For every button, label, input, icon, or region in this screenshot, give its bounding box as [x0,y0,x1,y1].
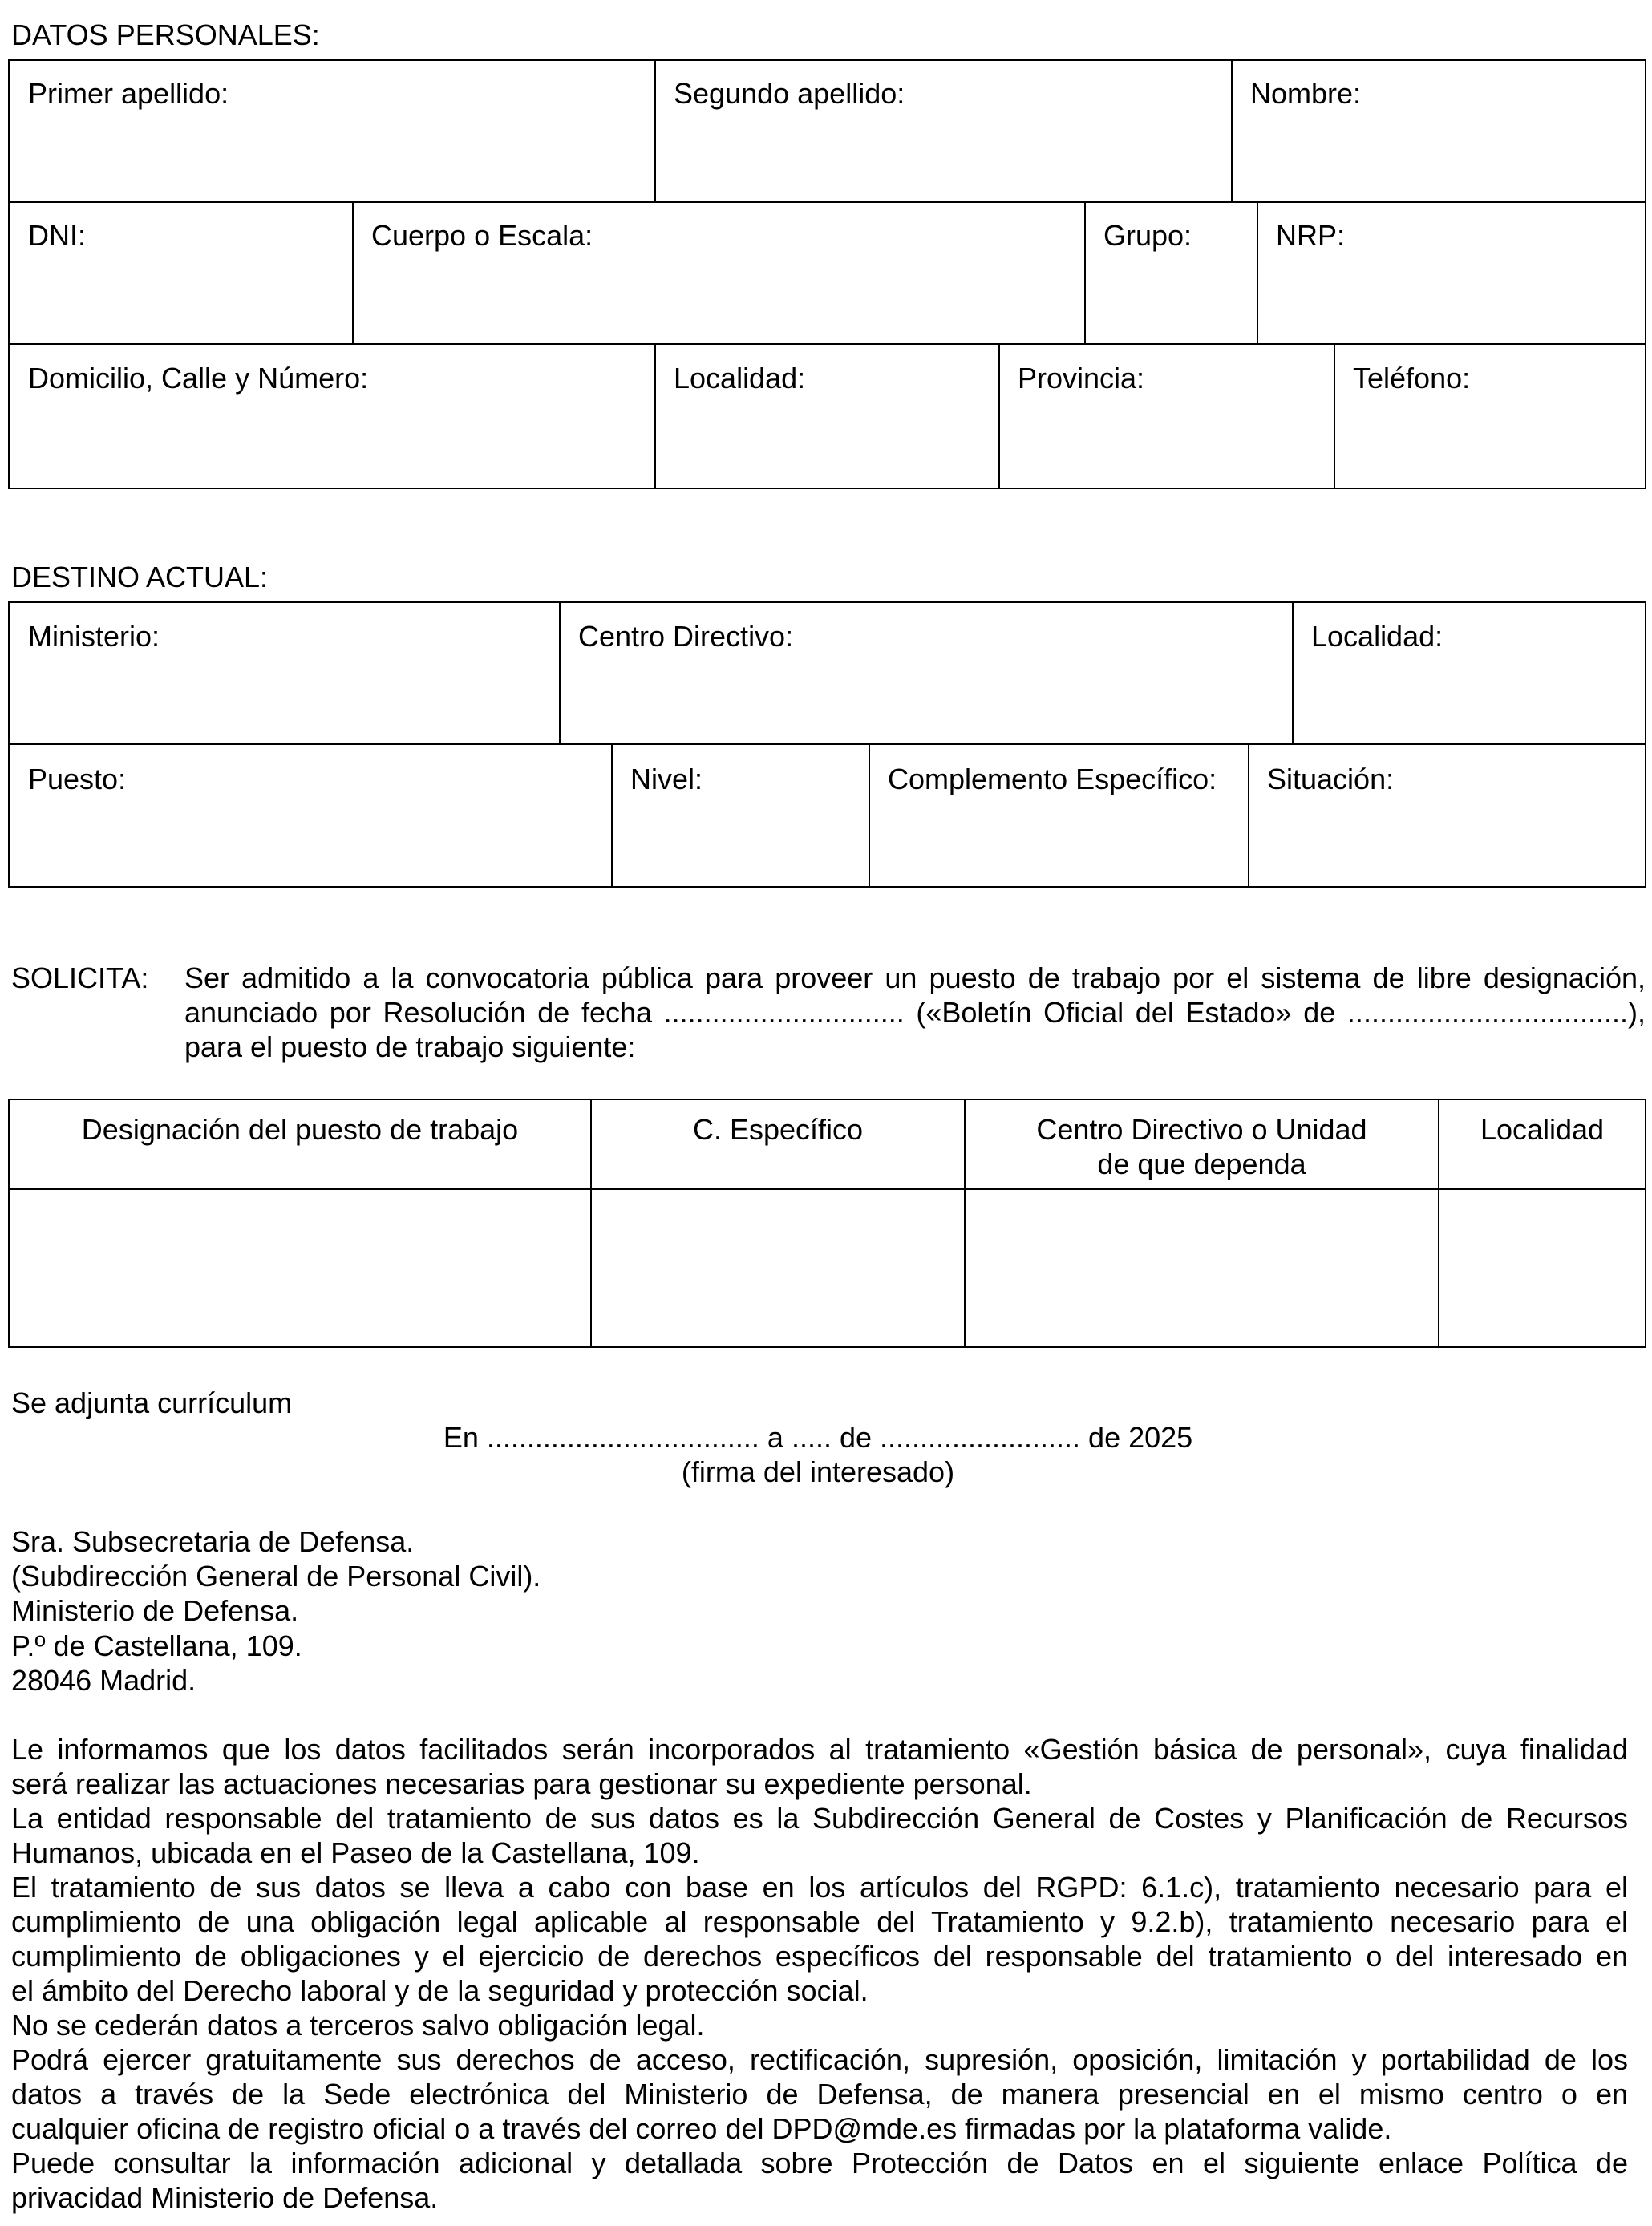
curriculum-note: Se adjunta currículum [11,1386,293,1419]
col-header-line: de que dependa [1097,1147,1306,1181]
cell-divider [559,601,561,744]
privacy-line: cumplimiento de obligaciones y el ejercicio de derechos específicos del responsable del tratamiento o del interesado en [11,1940,1628,1973]
col-header-centro-directivo [966,1112,1438,1181]
nrp-field[interactable]: NRP: [1276,219,1346,252]
domicilio-field[interactable]: Domicilio, Calle y Número: [28,362,369,395]
signature-label: (firma del interesado) [681,1455,955,1488]
complemento-especifico-field[interactable]: Complemento Específico: [888,763,1217,795]
situacion-field[interactable]: Situación: [1267,763,1395,795]
col-header-designacion: Designación del puesto de trabajo [81,1113,519,1146]
cell-divider [1292,601,1294,744]
primer-apellido-field[interactable]: Primer apellido: [28,77,229,110]
solicita-line: Ser admitido a la convocatoria pública para proveer un puesto de trabajo por el sistema de libre designación, [184,961,1646,994]
privacy-line: el ámbito del Derecho laboral y de la seguridad y protección social. [11,1974,869,2007]
cell-divider [998,343,1000,488]
personal-data-table [8,59,1646,489]
centro-directivo-field[interactable]: Centro Directivo: [578,620,794,653]
destino-localidad-field[interactable]: Localidad: [1311,620,1443,653]
solicita-line: para el puesto de trabajo siguiente: [184,1030,636,1063]
nivel-field[interactable]: Nivel: [630,763,703,795]
col-header-line: Centro Directivo o Unidad [1036,1113,1367,1146]
row-divider [8,201,1646,203]
cell-divider [611,743,613,887]
telefono-field[interactable]: Teléfono: [1353,362,1471,395]
cuerpo-escala-field[interactable]: Cuerpo o Escala: [371,219,593,252]
personal-section-title: DATOS PERSONALES: [11,18,320,51]
puesto-field[interactable]: Puesto: [28,763,127,795]
cell-divider [869,743,870,887]
privacy-line: Humanos, ubicada en el Paseo de la Castellana, 109. [11,1836,700,1869]
privacy-line: Podrá ejercer gratuitamente sus derechos de acceso, rectificación, supresión, oposición, limitación y portabilidad de los [11,2043,1628,2076]
privacy-notice [11,1732,1628,2215]
row-divider [8,343,1646,345]
cell-divider [1334,343,1335,488]
col-header-localidad: Localidad [1480,1113,1605,1146]
address-line: (Subdirección General de Personal Civil). [11,1560,541,1593]
provincia-field[interactable]: Provincia: [1018,362,1145,395]
ministerio-field[interactable]: Ministerio: [28,620,160,653]
privacy-line: Puede consultar la información adicional y detallada sobre Protección de Datos en el siguiente enlace Política de [11,2147,1628,2179]
centro-directivo-input-cell[interactable] [966,1190,1438,1346]
address-line: 28046 Madrid. [11,1663,196,1697]
cell-divider [1084,201,1086,344]
privacy-line: cumplimiento de una obligación legal aplicable al responsable del Tratamiento y 9.2.b), tratamiento necesario para el [11,1905,1628,1938]
recipient-address [11,1524,541,1698]
grupo-field[interactable]: Grupo: [1103,219,1192,252]
solicita-line: anunciado por Resolución de fecha .............................. («Boletín Oficial del Estado» de ...................................), [184,996,1646,1029]
col-header-c-especifico: C. Específico [692,1113,864,1146]
cell-divider [352,201,354,344]
place-date-line[interactable]: En .................................. a ..... de ......................... de 2025 [443,1421,1193,1454]
privacy-line: No se cederán datos a terceros salvo obligación legal. [11,2009,705,2042]
privacy-line: datos a través de la Sede electrónica del Ministerio de Defensa, de manera presencial en el mismo centro o en [11,2078,1628,2111]
cell-divider [654,343,656,488]
privacy-line: privacidad Ministerio de Defensa. [11,2181,439,2214]
destino-section-title: DESTINO ACTUAL: [11,561,269,593]
address-line: Sra. Subsecretaria de Defensa. [11,1525,415,1558]
cell-divider [1231,59,1233,202]
segundo-apellido-field[interactable]: Segundo apellido: [674,77,905,110]
nombre-field[interactable]: Nombre: [1250,77,1362,110]
designacion-input-cell[interactable] [10,1190,590,1346]
privacy-line: cualquier oficina de registro oficial o a través del correo del DPD@mde.es firmadas por la plataforma valide. [11,2112,1392,2145]
privacy-line: El tratamiento de sus datos se lleva a cabo con base en los artículos del RGPD: 6.1.c), tratamiento necesario para el [11,1871,1628,1904]
row-divider [8,743,1646,745]
localidad-field[interactable]: Localidad: [674,362,806,395]
dni-field[interactable]: DNI: [28,219,86,252]
localidad-input-cell[interactable] [1439,1190,1645,1346]
c-especifico-input-cell[interactable] [592,1190,964,1346]
privacy-line: La entidad responsable del tratamiento de sus datos es la Subdirección General de Costes y Planificación de Recursos [11,1802,1628,1835]
solicita-label: SOLICITA: [11,961,149,994]
address-line: Ministerio de Defensa. [11,1594,299,1628]
privacy-line: Le informamos que los datos facilitados serán incorporados al tratamiento «Gestión básica de personal», cuya finalidad [11,1733,1628,1766]
cell-divider [654,59,656,202]
cell-divider [1248,743,1249,887]
cell-divider [1257,201,1258,344]
address-line: P.º de Castellana, 109. [11,1629,302,1662]
privacy-line: será realizar las actuaciones necesarias para gestionar su expediente personal. [11,1767,1032,1800]
